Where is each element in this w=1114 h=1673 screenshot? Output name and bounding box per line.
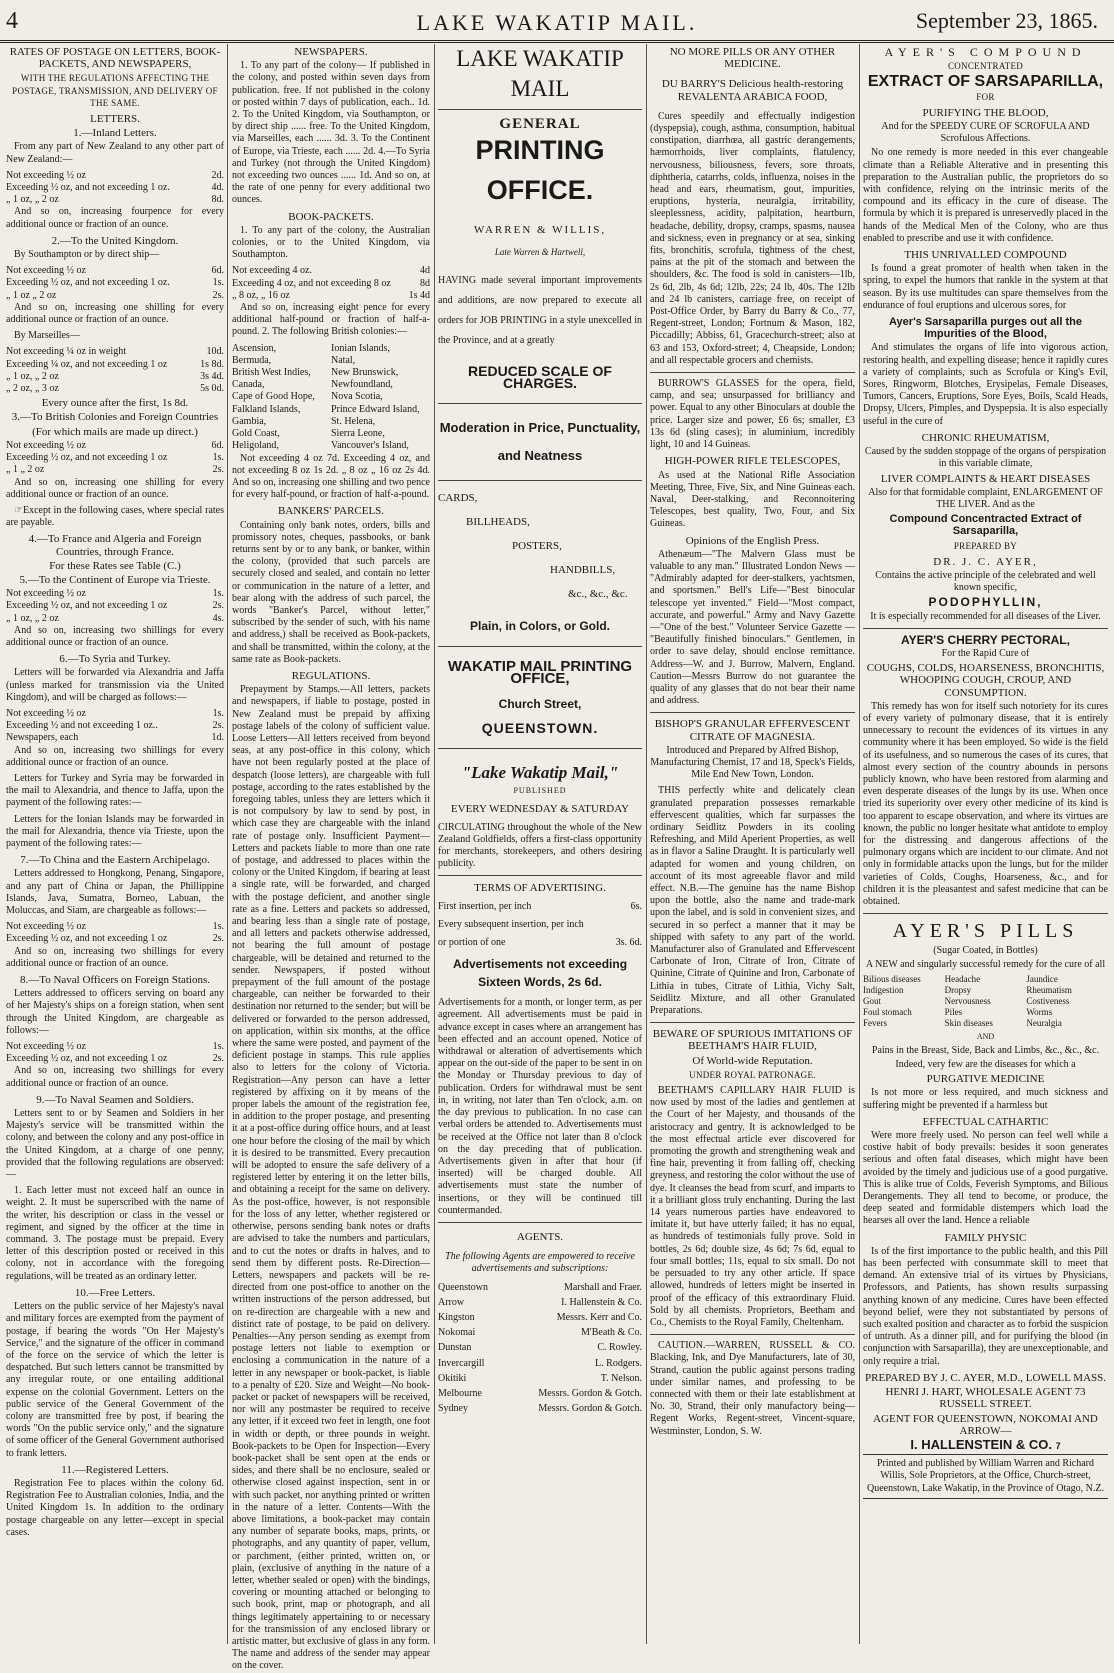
ionian-text: Letters for the Ionian Islands may be forwarded in the mail for Alexandria, thence via Trieste, upon the payment of the following rates:— [6, 813, 224, 849]
newspapers-text: 1. To any part of the colony— If published in the colony, and posted within seven days from publication. free. If not published in the colony or posted within 7 days of publication, each.. 1d. 2. To the United Kingdom, via Southampton, or by direct ship ...... free. To the United Kingdom, via Marseilles, each ...... 3d. 3. To the Continent of Europe, via Trieste, each ...... 2d. 4.—To Syria and Turkey (not through the United Kingdom) not exceeding two ounces ...... 1d. And so on, at the rate of one penny for every additional two ounces. [232, 60, 430, 206]
rate-row: Exceeding ½ oz, and not exceeding 1 oz 1s. [6, 452, 224, 464]
cherry-sub: For the Rapid Cure of [941, 647, 1030, 659]
effectual-heading: EFFECTUAL CATHARTIC [922, 1115, 1049, 1128]
purifying-label: PURIFYING THE BLOOD, [922, 106, 1049, 119]
france-heading: 4.—To France and Algeria and Foreign Countries, through France. [28, 533, 202, 558]
purgative-heading: PURGATIVE MEDICINE [926, 1073, 1045, 1086]
office-street: Church Street, [498, 696, 582, 711]
prepared-by: PREPARED BY J. C. AYER, M.D., LOWELL MASS. [864, 1371, 1107, 1384]
column-ayer-ads [863, 44, 1108, 1644]
uk-heading: 2.—To the United Kingdom. [51, 234, 179, 247]
family-heading: FAMILY PHYSIC [944, 1231, 1027, 1244]
moderation: Moderation in Price, Punctuality, and Neatness [439, 420, 641, 464]
sarsaparilla-text: No one remedy is more needed in this ever changeable climate than a Reliable Alterative and in presenting this preparation to the Australian public, the proprietors do so with confidence, relying on the intrinsic merits of the compound and its efficacy in the cure of disease. The formula by which it is prepared is unreservedly placed in the hands of the Medical Men of the Colony, who are thus enabled to prescribe and use it with confidence. [863, 147, 1108, 244]
podophyllin: PODOPHYLLIN, [928, 595, 1043, 610]
naval-heading: 8.—To Naval Officers on Foreign Stations. [20, 974, 210, 987]
postage-title: RATES OF POSTAGE ON LETTERS, BOOK-PACKETS, AND NEWSPAPERS, [9, 46, 221, 71]
rate-row: Exceeding ½ oz, and not exceeding 1 oz 2s. [6, 933, 224, 945]
rate-row: Exceeding ¼ oz, and not exceeding 1 oz 1s 8d. [6, 358, 224, 370]
syria-text-2: Letters for Turkey and Syria may be forwarded in the mail to Alexandria, and thence to Jaffa, upon the payment of the following rates:— [6, 772, 224, 809]
colonies-list [232, 343, 430, 453]
agent-row: Nokomai M'Beath & Co. [438, 1327, 642, 1339]
rate-row: Newspapers, each 1d. [6, 732, 224, 744]
beware-sub: Of World-wide Reputation. [692, 1054, 813, 1067]
rate-row: „ 1 oz „ 2 oz 2s. [6, 289, 224, 301]
du-barry-text: Cures speedily and effectually indigestion (dyspepsia), cough, asthma, consumption, habitual constipation, diarrhœa, all gastric derangements, hæmorrhoids, liver complaints, flatulency, nervousness, biliousness, fevers, sore throats, diphtheria, catarrhs, colds, influenza, noises in the head and ears, rheumatism, gout, impurities, eruptions, hysteria, neuralgia, irritability, sleeplessness, acidity, palpitation, heartburn, headache, debility, dropsy, cramps, spasms, nausea and sickness, even in pregnancy or at sea, sinking fits, bronchitis, scrofula, tightness of the chest, pains at the pit of the stomach and between the shoulders, &c. The food is sold in canisters—1lb, 2s 6d, 2lb, 4s 6d; 12lb, 22s; 24 lb, 40s. The 12lb and 24 lb canisters, carriage free, on receipt of Post-Office Order, by Barry du Barry & Co., 77, Regent-street, London; Fortnum & Mason, 182, Piccadilly; Abbiss, 61, Gracechurch-street; also at 63 and 153, Oxford-street; 4, Cheapside, London; and all respectable grocers and chemists. [650, 110, 855, 366]
unrivalled-heading: THIS UNRIVALLED COMPOUND [904, 249, 1067, 262]
rate-row: Not exceeding ½ oz 6d. [6, 265, 224, 277]
purges-text: And stimulates the organs of life into vigorous action, restoring health, and expelling disease; hence it rapidly cures a variety of complaints, such as Scrofula or King's Evil, Sores, Ringworm, Blotches, Erysipelas, Female Diseases, Tumors, Cancers, Eruptions, Sore Eyes, Boils, Scald Heads, Dropsy, Ulcers, Pimples, and Dyspepsia. It is also especially useful in the cure of [863, 342, 1108, 427]
concentrated-label: CONCENTRATED [947, 61, 1024, 72]
chronic-text: Caused by the sudden stoppage of the organs of perspiration in this variable climate, [864, 446, 1107, 470]
book-packets-note: And so on, increasing eight pence for every additional half-pound or fraction of half-a-pound. 2. The following British colonies:— [232, 302, 430, 338]
free-heading: 10.—Free Letters. [74, 1286, 156, 1299]
rate-row: Exceeding ½ oz, and not exceeding 1 oz. 4d. [6, 182, 224, 194]
cherry-text: This remedy has won for itself such notoriety for its cures of every variety of pulmonary disease, that it is entirely unnecessary to recount the evidences of its virtues in any community where it has been employed. So wide is the field of its usefulness, and so numerous the cases of its cures, that almost every section of the country abounds in persons publicly known, who have been restored from alarming and even desperate diseases of the lungs by its use. When once tried its superiority over every other medicine of its kind is too apparent to escape observation, and where its virtues are known, the public no longer hesitate what antidote to employ for the distressing and dangerous affections of the pulmonary organs which are incident to our climate. And not only in formidable attacks upon the lungs, but for the milder varieties of Colds, Coughs, Hoarseness, &c., and for children it is the pleasantest and safest medicine that can be obtained. [863, 700, 1108, 907]
unrivalled-text: Is found a great promoter of health when taken in the spring, to expel the humors that rankle in the system at that season. By its use multitudes can spare themselves from the endurance of foul eruptions and ulcerous sores, for [863, 263, 1108, 311]
seamen-rules: 1. Each letter must not exceed half an ounce in weight. 2. It must be superscribed with the name of the writer, his description or class in the vessel or regiment, and signed by the officer at the time in command. 3. The postage must be prepaid. Every letter of this description posted or received in this colony, not in accordance with the foregoing regulations, will be treated as an ordinary letter. [6, 1185, 224, 1282]
registered-text: Registration Fee to places within the colony 6d. Registration Fee to Australian colonies, India, and the United Kingdom 1s. In addition to the ordinary postage chargeable on any letter—except in special cases. [6, 1477, 224, 1538]
general-label: GENERAL [499, 116, 581, 132]
term-row: or portion of one 3s. 6d. [438, 937, 642, 949]
agents-heading: AGENTS. [516, 1230, 564, 1243]
syria-text: Letters will be forwarded via Alexandria and Jaffa (unless marked for transmission via the United Kingdom), and will be charged as follows:— [6, 667, 224, 703]
rate-row: Exceeding ½ oz, and not exceeding 1 oz 2s. [6, 1053, 224, 1065]
rate-row: „ 2 oz, „ 3 oz 5s 0d. [6, 383, 224, 395]
inland-note: And so on, increasing fourpence for every additional ounce or fraction of an ounce. [6, 206, 224, 230]
and-label: AND [976, 1031, 995, 1041]
ailments-table: Bilious diseases Headache Jaundice Indigestion Dropsy Rheumatism Gout Nervousness Costiveness Foul stomach Piles Worms Fevers Skin diseases Neuralgia [863, 973, 1072, 1028]
colonies-right: Ionian Islands, Natal, New Brunswick, Newfoundland, Nova Scotia, Prince Edward Island, St. Helena, Sierra Leone, Vancouver's Island, [331, 342, 420, 452]
rate-row: Exceeding ½ oz, and not exceeding 1 oz 2s. [6, 600, 224, 612]
seamen-heading: 9.—To Naval Seamen and Soldiers. [36, 1093, 194, 1106]
british-colonies-sub: (For which mails are made up direct.) [32, 425, 198, 438]
rate-row: „ 1 oz, „ 2 oz 3s 4d. [6, 370, 224, 382]
masthead [0, 0, 1114, 43]
advertising-text: Advertisements for a month, or longer term, as per agreement. All advertisements must be paid in advance except in cases where an arrangement has been effected and an account opened. Notice of withdrawal or alteration of advertisements which appear on the out-side of the paper to be sent in on the Monday or Thursday previous to day of publication. Orders for withdrawal must be sent in, in writing, not later than Ten o'clock, a.m. on the day previous to publication. In no case can verbal orders be attended to. Advertisements must be received at the Office not later than 8 o'clock on the day preceding that of publication. Advertisements given in after that hour (if inserted) will be charged double. All advertisements must state the number of insertions, or they will be continued till countermanded. [438, 997, 642, 1216]
liver-heading: LIVER COMPLAINTS & HEART DISEASES [880, 472, 1091, 485]
rate-row: Not exceeding 4 oz. 4d [232, 265, 430, 277]
pains-text: Pains in the Breast, Side, Back and Limbs, &c., &c., &c. [871, 1044, 1100, 1056]
postage-subtitle: WITH THE REGULATIONS AFFECTING THE POSTAGE, TRANSMISSION, AND DELIVERY OF THE SAME. [12, 73, 218, 108]
warren-russell-text: CAUTION.—WARREN, RUSSELL & CO. Blacking, Ink, and Dye Manufacturers, late of 30, Strand, caution the public against persons trading under similar names, and professing to be connected with them or their late establishment at No. 30, Strand, their only manufactory being— Regent Works, Regent-street, Vincent-square, Westminster, London, S. W. [650, 1340, 855, 1437]
rate-row: Exceeding 4 oz, and not exceeding 8 oz 8d [232, 277, 430, 289]
column-postage-rates [6, 44, 224, 1644]
inland-text: From any part of New Zealand to any other part of New Zealand:— [6, 141, 224, 165]
newspapers-heading: NEWSPAPERS. [294, 46, 368, 58]
column-newspapers-regulations [232, 44, 430, 1672]
agent-row: Melbourne Messrs. Gordon & Gotch. [438, 1387, 642, 1399]
proprietors: WARREN & WILLIS, [473, 224, 607, 237]
terms-heading: TERMS OF ADVERTISING. [474, 882, 606, 895]
cure-label: And for the SPEEDY CURE OF SCROFULA AND Scrofulous Affections. [881, 121, 1090, 145]
printing-office-heading: PRINTING OFFICE. [475, 135, 605, 206]
late-note: Late Warren & Hartwell, [494, 247, 586, 258]
published-label: PUBLISHED [513, 786, 567, 796]
free-text: Letters on the public service of her Majesty's naval and military forces are exempted from the payment of postage, if bearing the words "On Her Majesty's Service," and the signature of the officer in command of the force on the service of which the letter is despatched. But such letters cannot be transmitted by any irregular route, or one entailing additional expense on the colonial Government. Letters on the public service of the General Government of the colony are transmitted free by post, if bearing the words "On the public service only," and the signature of some officer of the General Government authorised to frank letters. [6, 1301, 224, 1459]
colonies-left: Ascension, Bermuda, British West Indies, Canada, Cape of Good Hope, Falkland Islands, Gambia, Gold Coast, Heligoland, [232, 342, 315, 452]
china-heading: 7.—To China and the Eastern Archipelago. [20, 854, 210, 867]
british-colonies-heading: 3.—To British Colonies and Foreign Countries [11, 411, 219, 424]
chronic-heading: CHRONIC RHEUMATISM, [921, 431, 1050, 444]
syria-heading: 6.—To Syria and Turkey. [59, 653, 171, 666]
royal-patronage: UNDER ROYAL PATRONAGE. [689, 1069, 816, 1080]
marseilles-label: By Marseilles— [14, 330, 80, 342]
trieste-note: And so on, increasing two shillings for every additional ounce or fraction of an ounce. [6, 624, 224, 648]
syria-note: And so on, increasing two shillings for every additional ounce or fraction of an ounce. [6, 744, 224, 768]
effectual-text: Were more freely used. No person can feel well while a costive habit of body prevails: besides it soon generates serious and often fatal diseases, which might have been avoided by the timely and judicious use of a good purgative. This is alike true of Colds, Feverish Symptoms, and Bilious Derangements. They all tend to become, or produce, the deep seated and formidable distempers which load the hearses all over the land. Hence a reliable [863, 1130, 1108, 1227]
rate-row: „ 1 oz, „ 2 oz 4s. [6, 612, 224, 624]
bishop-heading: BISHOP'S GRANULAR EFFERVESCENT CITRATE OF MAGNESIA. [654, 718, 851, 743]
du-barry-heading: DU BARRY'S Delicious health-restoring REVALENTA ARABICA FOOD, [661, 78, 844, 103]
agent-row: Arrow I. Hallenstein & Co. [438, 1296, 642, 1308]
inland-heading: 1.—Inland Letters. [73, 127, 157, 140]
rifle-heading: HIGH-POWER RIFLE TELESCOPES, [664, 455, 841, 468]
book-packets-text: 1. To any part of the colony, the Australian colonies, or to the United Kingdom, via Southampton. [232, 224, 430, 261]
trieste-heading: 5.—To the Continent of Europe via Trieste. [19, 573, 211, 586]
rate-row: „ 8 oz, „ 16 oz 1s 4d [232, 289, 430, 301]
uk-note: And so on, increasing one shilling for every additional ounce or fraction of an ounce. [6, 301, 224, 326]
opinions-text: Athenæum—"The Malvern Glass must be valuable to any man." Illustrated London News — "Admirably adapted for deer-stalkers, yachtsmen, and sportsmen." Bell's Life—"Best binocular telescope yet invented." Field—"Most compact, accurate, and powerful." Army and Navy Gazette—"One of the best." Volunteer Service Gazette — "Beautifully finished binoculars." Gentlemen, in order to save delay, should enclose remittance. Address—W. and J. Burrow, Malvern, England. Caution—Messrs Burrow do not guarantee the quality of any glasses that do not bear their name and address. [650, 548, 855, 707]
cherry-ills: COUGHS, COLDS, HOARSENESS, BRONCHITIS, WHOOPING COUGH, CROUP, AND CONSUMPTION. [866, 662, 1105, 699]
ayer-compound-heading: AYER'S COMPOUND [884, 45, 1087, 59]
plain-colors: Plain, in Colors, or Gold. [469, 619, 610, 634]
rate-row: Exceeding ½ oz, and not exceeding 1 oz. 1s. [6, 277, 224, 289]
contains-text: Contains the active principle of the celebrated and well known specific, [875, 569, 1096, 594]
bankers-heading: BANKERS' PARCELS. [277, 505, 385, 518]
queenstown-agent: AGENT FOR QUEENSTOWN, NOKOMAI AND ARROW— [873, 1412, 1098, 1437]
reduced-charges: REDUCED SCALE OF CHARGES. [468, 362, 612, 391]
indeed-text: Indeed, very few are the diseases for which a [895, 1059, 1076, 1071]
printing-intro: HAVING made several important improvements and additions, are now prepared to execute all orders for JOB PRINTING in a style unexcelled in the Province, and at a greatly [438, 274, 642, 346]
rate-row: Not exceeding ½ oz 1s. [6, 1041, 224, 1053]
advertisement-limit: Advertisements not exceeding Sixteen Words, 2s 6d. [452, 957, 628, 990]
agent-row: Dunstan C. Rowley. [438, 1342, 642, 1354]
liver-text: Also for that formidable complaint, ENLARGEMENT OF THE LIVER. And as the [868, 486, 1103, 510]
agent-row: Kingston Messrs. Kerr and Co. [438, 1311, 642, 1323]
circulation-text: CIRCULATING throughout the whole of the New Zealand Goldfields, offers a first-class opportunity for merchants, storekeepers, and others desiring publicity. [438, 821, 642, 870]
extract-heading: EXTRACT OF SARSAPARILLA, [867, 73, 1104, 91]
rate-row: Not exceeding ¼ oz in weight 10d. [6, 346, 224, 358]
hart-agent: HENRI J. HART, WHOLESALE AGENT 73 RUSSELL STREET. [885, 1386, 1086, 1411]
burrow-text: BURROW'S GLASSES for the opera, field, camp, and sea; unsurpassed for brilliancy and power. Equal to any other Binoculars at double the price. Larger size and power, £6 6s; smaller, £3 13s 6d (sling cases); in aluminium, incredibly light, 10 and 14 Guineas. [650, 378, 855, 451]
hallenstein: I. HALLENSTEIN & CO. 7 [910, 1436, 1061, 1452]
for-label: FOR [976, 91, 995, 102]
rate-row: Not exceeding ½ oz 1s. [6, 707, 224, 719]
pills-sub: (Sugar Coated, in Bottles) [933, 945, 1038, 957]
ayers-pills-heading: AYER'S PILLS [892, 920, 1079, 943]
rate-row: Not exceeding ½ oz 2d. [6, 169, 224, 181]
opinions-heading: Opinions of the English Press. [685, 534, 820, 547]
imprint: Printed and published by William Warren and Richard Willis, Sole Proprietors, at the Office, Church-street, Queenstown, Lake Wakatip, in the Province of Otago, N.Z. [863, 1454, 1108, 1499]
term-sub: Every subsequent insertion, per inch [438, 918, 584, 930]
column-medicine-ads [650, 44, 855, 1644]
family-text: Is of the first importance to the public health, and this Pill has been perfected with consummate skill to meet that demand. An extensive trial of its virtues by Physicians, Professors, and Patients, has shown results surpassing anything known of any medicine. Cures have been effected beyond belief, were they not substantiated by persons of such exalted position and character as to forbid the suspicion of untruth. As a dinner pill, and for purifying the blood (in conjunction with Sarsaparilla), they are unexceptionable, and only require a trial. [863, 1245, 1108, 1367]
regulations-text: Prepayment by Stamps.—All letters, packets and newspapers, if liable to postage, posted in New Zealand must be prepaid by affixing postage labels of the colony of sufficient value. Loose Letters—All letters received from beyond seas, at any post-office in this colony, which have not been regularly posted at the place of despatch (loose letters), are chargeable with full postage, according to the rates established by the foregoing tables, unless they are letters which it is not compulsory by law to send by post, in which case they are chargeable with the inland rate of postage only. Insufficient Payment—Letters and packets liable to more than one rate of postage, and addressed to places within the colony or the United Kingdom, if bearing at least a single rate, will be forwarded, and charged with the postage deficient, and another single rate as a fine. Letters and packets so addressed, and bearing less than a single rate of postage, and all letters and packets otherwise addressed, not bearing the full amount of postage chargeable, will be detained and returned to the sender. Newspapers, if posted without prepayment of the full amount of the postage chargeable, can neither be forwarded to their destination nor returned to the sender; but will be delivered or forwarded to the person addressed, on application, within six months, at the office where the same were posted, and payment of the deficient postage in stamps. This rule applies also to letters for the colony of Victoria. Registration—Any person can have a letter registered by affixing on it by means of the proper labels the amount of the registration fee, in addition to the proper postage, and presenting it at a post-office during office hours, and at least one hour before the closing of the mail by which it is desired to be transmitted. Every precaution will be adopted to ensure the safe delivery of a registered letter by entering it on the letter bills, and obtaining a receipt for the same on delivery. As the post-office, however, is not responsible for the loss of any letter, whether registered or otherwise, persons sending bank notes or drafts are advised to take the numbers and particulars, and to cut the notes or drafts in halves, and to send them by different posts. Re-Direction—Letters, newspapers and packets will be re-directed from one post-office to another on the written instructions of the person addressed, but on re-direction are chargeable with a new and distinct rate of postage, to be paid on delivery. Penalties—Any person sending as exempt from postage letters not liable to exemption or enclosing a communication in the nature of a letter in any newspaper or book-packet, is liable to a penalty of £20. Size and Weight—No book-packet or packet of newspapers will be received, nor will any postmaster be required to receive any letter, if it exceed two feet in length, one foot in width or depth, or three pounds in weight. Book-packets to be Open for Inspection—Every book-packet shall be sent open at the ends or sides, and there shall be no enclosure, sealed or otherwise closed against inspection, sent in or with such packet, nor anything printed or written in the nature of a letter. Contents—With the above limitations, a book-packet may contain any number of separate books, maps, prints, or photographs, and any quantity of paper, vellum, or parchment, (either printed, written on, or plain, (exclusive of anything in the nature of a letter, whether sealed or open) with the bindings, covering or mounting attached or belonging to such book, print, map or photograph, and all things legitimately appertaining to or necessary for the transmission of any enclosed library or artistic matter, but exclusive of glass in any form. The name and address of the sender may appear on the cover. [232, 684, 430, 1672]
rifle-text: As used at the National Rifle Association Meeting, Three, Five, Six, and Nine Guineas each. Naval, Deer-stalking, and Reconnoitering Telescopes, best quality, Two, Four, and Six Guineas. [650, 469, 855, 530]
agent-row: Invercargill L. Rodgers. [438, 1357, 642, 1369]
cherry-pectoral-heading: AYER'S CHERRY PECTORAL, [901, 632, 1070, 647]
rate-row: „ 1 „ 2 oz 2s. [6, 464, 224, 476]
beware-heading: BEWARE OF SPURIOUS IMITATIONS OF BEETHAM'S HAIR FLUID, [652, 1028, 853, 1053]
uk-sub: By Southampton or by direct ship— [14, 249, 160, 261]
rate-row: „ 1 oz, „ 2 oz 8d. [6, 194, 224, 206]
pills-intro: A NEW and singularly successful remedy for the cure of all [865, 959, 1106, 971]
page-number: 4 [6, 8, 18, 34]
pills-heading: NO MORE PILLS OR ANY OTHER MEDICINE. [669, 46, 836, 71]
office-title: LAKE WAKATIP MAIL [456, 46, 624, 101]
regulations-heading: REGULATIONS. [291, 669, 371, 682]
office-name: WAKATIP MAIL PRINTING OFFICE, [447, 658, 633, 688]
registered-heading: 11.—Registered Letters. [61, 1463, 169, 1476]
rate-row: Exceeding ½ and not exceeding 1 oz.. 2s. [6, 720, 224, 732]
letters-heading: LETTERS. [90, 113, 140, 126]
seamen-text: Letters sent to or by Seamen and Soldiers in her Majesty's service will be transmitted within the colony, and between the colony and any post-office in the United Kingdom, at a charge of one penny, provided that the following regulations are observed:— [6, 1108, 224, 1181]
book-packets-heading: BOOK-PACKETS. [288, 210, 374, 223]
rate-row: Not exceeding ½ oz 6d. [6, 439, 224, 451]
china-text: Letters addressed to Hongkong, Penang, Singapore, and any part of China or Japan, the Phillippine Islands, Java, Sumatra, Borneo, Labuan, the Moluccas, and Siam, are chargeable as follows:— [6, 868, 224, 916]
podophyllin-text: It is especially recommended for all diseases of the Liver. [870, 610, 1101, 622]
rate-row: Not exceeding ½ oz 1s. [6, 921, 224, 933]
china-note: And so on, increasing two shillings for every additional ounce or fraction of an ounce. [6, 945, 224, 969]
term-row: First insertion, per inch 6s. [438, 900, 642, 912]
issue-date: September 23, 1865. [915, 8, 1098, 33]
bankers-text: Containing only bank notes, orders, bills and promissory notes, cheques, passbooks, or bank returns sent by or to any bank, or banker, within the colony, (provided that such parcels are securely closed and sealed, and contain no letter or communication in the nature of a letter, and bear along with the address of such parcel, the words "Banker's Parcel, without letter," subscribed by the sender of such, with his name and address,) shall be received as Book-packets, and shall be transmitted, within the colony, at the same rate as Book-packets. [232, 519, 430, 665]
france-note: For these Rates see Table (C.) [49, 559, 181, 572]
agent-row: Okitiki T. Nelson. [438, 1372, 642, 1384]
agent-row: Sydney Messrs. Gordon & Gotch. [438, 1403, 642, 1415]
purges-heading: Ayer's Sarsaparilla purges out all the Impurities of the Blood, [889, 316, 1082, 341]
compound-heading: Compound Concentracted Extract of Sarsaparilla, [889, 513, 1082, 538]
marseilles-note: Every ounce after the first, 1s 8d. [41, 397, 189, 410]
purgative-text: Is not more or less required, and much sickness and suffering might be prevented if a harmless but [863, 1087, 1108, 1111]
beetham-text: BEETHAM'S CAPILLARY HAIR FLUID is now used by most of the ladies and gentlemen at the Court of her Majesty, and thousands of the aristocracy and gentry. It is acknowledged to be the most effectual article ever discovered for promoting the growth and strengthening weak and fine hair, preventing it from falling off, checking greyness, and restoring the color without the use of dye. It cleanses the head from scurf, and imparts to it a brilliant gloss truly enchanting. During the last 14 years numerous parties have endeavored to imitate it, but have utterly failed; it has no equal, as hundreds of testimonials fully prove. Sold in bottles, 2s 6d; double size, 4s 6d; 7s 6d, equal to four small bottles; 11s, equal to six small. Do not be persuaded to try any other article. If space allowed, hundreds of letters might be inserted in proof of the efficacy of this extraordinary Fluid. Sold by all chemists. Proprietors, Beetham and Co., Chemists to the Royal Family, Cheltenham. [650, 1085, 855, 1328]
naval-note: And so on, increasing two shillings for every additional ounce or fraction of an ounce. [6, 1065, 224, 1089]
naval-text: Letters addressed to officers serving on board any of her Majesty's ships on a foreign station, when sent through the United Kingdom, are chargeable as follows:— [6, 988, 224, 1036]
newspaper-title: LAKE WAKATIP MAIL. [416, 10, 698, 35]
agent-row: Queenstown Marshall and Fraer. [438, 1281, 642, 1293]
british-note: And so on, increasing one shilling for every additional ounce or fraction of an ounce. [6, 476, 224, 500]
office-town: QUEENSTOWN. [481, 719, 599, 736]
doctor-name: DR. J. C. AYER, [933, 555, 1038, 568]
agents-note: The following Agents are empowered to receive advertisements and subscriptions: [445, 1251, 635, 1275]
job-list: CARDS, BILLHEADS, POSTERS, HANDBILLS, &c., &c., &c. [438, 492, 628, 601]
except-note: ☞Except in the following cases, where special rates are payable. [6, 504, 224, 529]
prepared-label: PREPARED BY [953, 540, 1018, 551]
column-printing-office [438, 44, 642, 1644]
bishop-intro: Introduced and Prepared by Alfred Bishop, Manufacturing Chemist, 17 and 18, Speck's Fields, Mile End New Town, London. [650, 744, 855, 781]
book-packets-note-2: Not exceeding 4 oz 7d. Exceeding 4 oz, and not exceeding 8 oz 1s 2d. „ 8 oz „ 16 oz 2s 4d. And so on, increasing one shilling and two pence for every half-pound, or fraction of half-a-pound. [232, 452, 430, 501]
bishop-text: THIS perfectly white and delicately clean granulated preparation possesses remarkable effervescent qualities, which far surpasses the ordinary Seidlitz Powders in its cooling Refreshing, and Mild Aperient Properties, as well as in flavor a Saline Draught. It is particularly well adapted for women and young children, on account of its most agreeable flavor and mild effect. N.B.—The genuine has the name Bishop upon the bottle, also the name and trade-mark upon the label, and is sold in convenient sizes, and secured in so perfect a manner that it may be shipped with safety to any part of the world. Manufacturer also of Granulated and Effervescent Carbonate of Iron, Citrate of Iron, Citrate of Quinine, Citrate of Quinine and Iron, Carbonate of Lithia in tubes, Citrate of Lithia, Vichy Salt, Seidlitz Mixture, and all other Granulated Preparations. [650, 785, 855, 1017]
paper-name: "Lake Wakatip Mail," [461, 763, 619, 783]
rate-row: Not exceeding ½ oz 1s. [6, 588, 224, 600]
publication-days: EVERY WEDNESDAY & SATURDAY [450, 803, 630, 816]
